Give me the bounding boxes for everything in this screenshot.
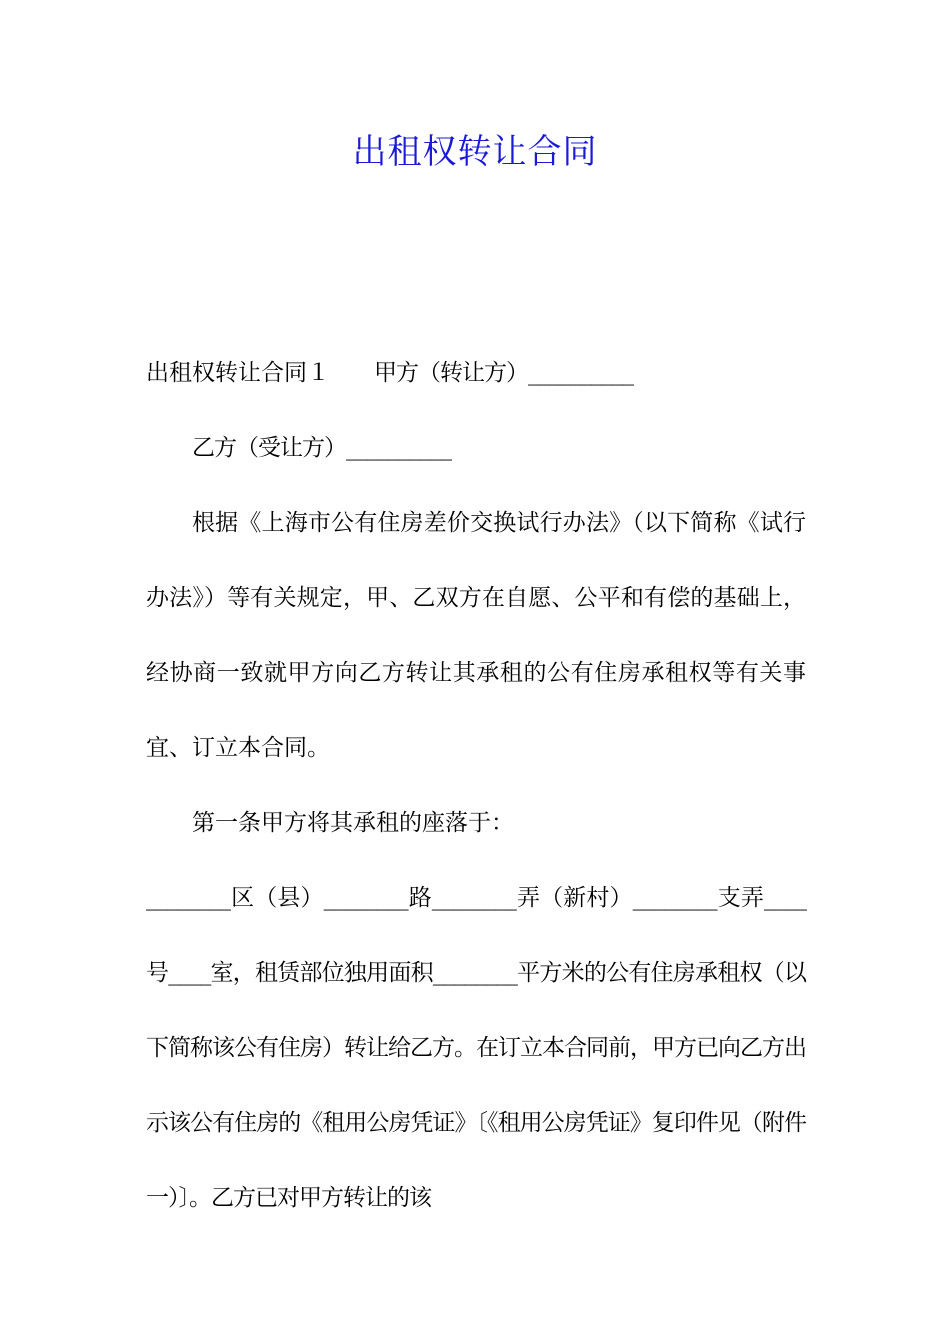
article-1-title: 第一条甲方将其承租的座落于： — [192, 810, 514, 836]
document-title: 出租权转让合同 — [352, 132, 598, 172]
contract-heading-label: 出租权转让合同１ — [146, 360, 330, 386]
party-b-line — [146, 411, 806, 486]
party-b-text: 乙方（受让方）__________ — [192, 435, 451, 461]
heading-line — [146, 336, 806, 411]
article-1-body: ________区（县）________路________弄（新村）________支弄____号____室，租赁部位独用面积________平方米的公有住房承租权（以下简称该公有住房）转让给乙方。在订立本合同前，甲方已向乙方出示该公有住房的《租用公房凭证》〔《租用公房凭证》复印件见（附件一）〕。乙方已对甲方转让的该 — [146, 885, 806, 1211]
preamble-paragraph: 根据《上海市公有住房差价交换试行办法》（以下简称《试行办法》）等有关规定，甲、乙双方在自愿、公平和有偿的基础上，经协商一致就甲方向乙方转让其承租的公有住房承租权等有关事宜、订立本合同。 — [146, 510, 806, 761]
party-a-line: 甲方（转让方）__________ — [374, 360, 633, 386]
document-body — [146, 336, 806, 1236]
